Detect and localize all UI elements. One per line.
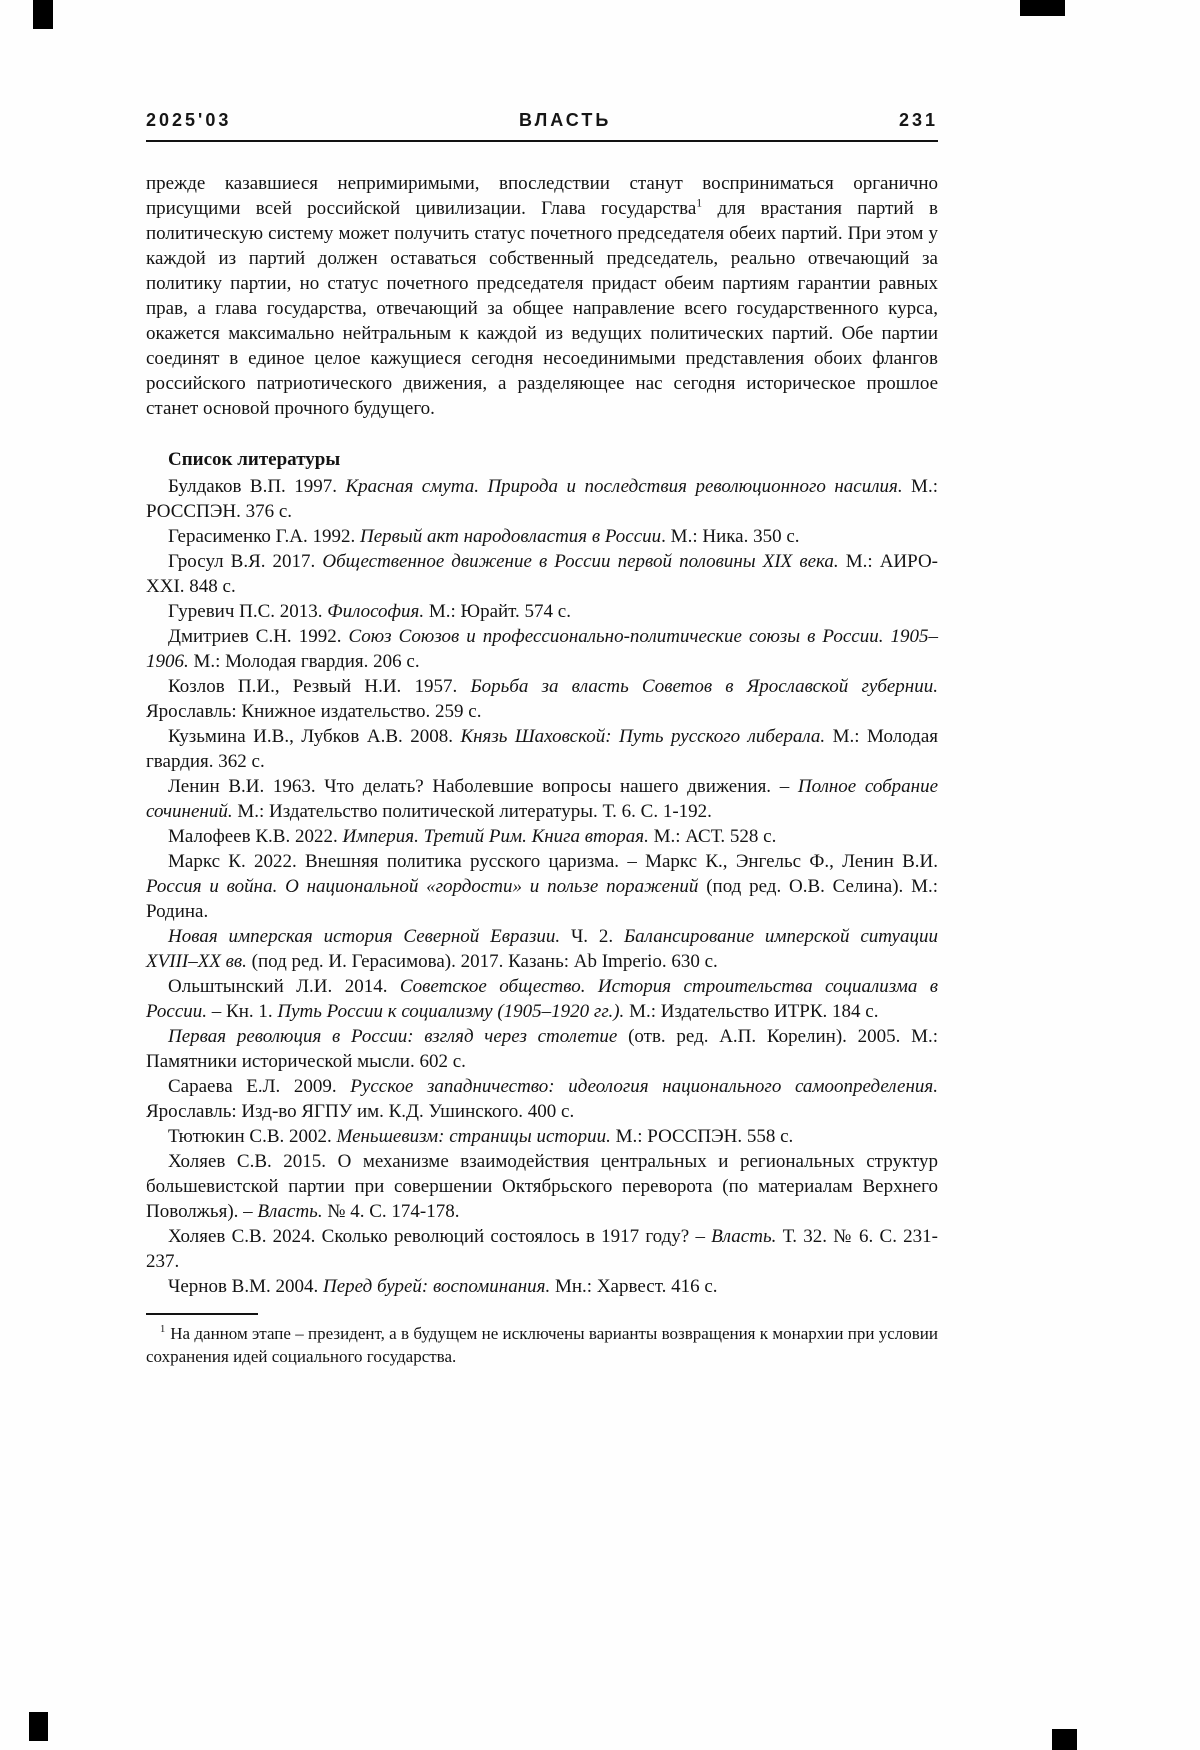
- reference-entry: Новая имперская история Северной Евразии. Ч. 2. Балансирование имперской ситуации XVIII–XX вв. (под ред. И. Герасимова). 2017. Казань: Ab Imperio. 630 с.: [146, 926, 938, 972]
- reference-entry: Дмитриев С.Н. 1992. Союз Союзов и профессионально-политические союзы в России. 1905–1906. М.: Молодая гвардия. 206 с.: [146, 626, 938, 672]
- header-rule: [146, 140, 938, 142]
- page-number: 231: [898, 110, 938, 130]
- reference-entry: Герасименко Г.А. 1992. Первый акт народовластия в России. М.: Ника. 350 с.: [168, 526, 800, 547]
- print-mark-bottom-right: [1052, 1729, 1077, 1750]
- body-paragraph: прежде казавшиеся непримиримыми, впоследствии станут восприниматься органично присущими всей российской цивилизации. Глава государства$^1$ для врастания партий в политическую систему может получить статус почетного председателя обеих партий. При этом у каждой из партий должен оставаться собственный председатель, реально отвечающий за политику партии, но статус почетного председателя придаст обеим партиям гарантии равных прав, а глава государства, отвечающий за общее направление всего государственного курса, окажется максимально нейтральным к каждой из ведущих политических партий. Обе партии соединят в единое целое кажущиеся сегодня несоединимыми представления обоих флангов российского патриотического движения, а разделяющее нас сегодня историческое прошлое станет основой прочного будущего.: [146, 173, 939, 419]
- reference-entry: Тютюкин С.В. 2002. Меньшевизм: страницы истории. М.: РОССПЭН. 558 с.: [168, 1126, 794, 1147]
- reference-entry: Маркс К. 2022. Внешняя политика русского царизма. – Маркс К., Энгельс Ф., Ленин В.И. Россия и война. О национальной «гордости» и пользе поражений (под ред. О.В. Селина). М.: Родина.: [146, 851, 939, 922]
- running-head: [146, 110, 938, 131]
- references-list: [146, 474, 938, 1299]
- print-mark-top-left: [33, 0, 53, 29]
- reference-entry: Ольштынский Л.И. 2014. Советское общество. История строительства социализма в России. – Кн. 1. Путь России к социализму (1905–1920 гг.). М.: Издательство ИТРК. 184 с.: [146, 976, 938, 1022]
- reference-entry: Малофеев К.В. 2022. Империя. Третий Рим. Книга вторая. М.: АСТ. 528 с.: [168, 826, 777, 847]
- references-heading: Список литературы: [168, 449, 341, 470]
- reference-entry: Козлов П.И., Резвый Н.И. 1957. Борьба за власть Советов в Ярославской губернии. Ярославль: Книжное издательство. 259 с.: [146, 676, 938, 722]
- reference-entry: Кузьмина И.В., Лубков А.В. 2008. Князь Шаховской: Путь русского либерала. М.: Молодая гвардия. 362 с.: [146, 726, 939, 772]
- reference-entry: Холяев С.В. 2015. О механизме взаимодействия центральных и региональных структур большевистской партии при совершении Октябрьского переворота (по материалам Верхнего Поволжья). – Власть. № 4. С. 174-178.: [146, 1151, 938, 1222]
- reference-entry: Гуревич П.С. 2013. Философия. М.: Юрайт. 574 с.: [168, 601, 571, 622]
- issue-label: 2025'03: [146, 110, 232, 130]
- reference-entry: Чернов В.М. 2004. Перед бурей: воспоминания. Мн.: Харвест. 416 с.: [168, 1276, 718, 1297]
- footnote-separator: [146, 1313, 258, 1315]
- footnote-text: На данном этапе – президент, а в будущем не исключены варианты возвращения к монархии при условии сохранения идей социального государства.: [146, 1324, 938, 1366]
- reference-entry: Первая революция в России: взгляд через столетие (отв. ред. А.П. Корелин). 2005. М.: Памятники исторической мысли. 602 с.: [146, 1026, 939, 1072]
- reference-entry: Холяев С.В. 2024. Сколько революций состоялось в 1917 году? – Власть. Т. 32. № 6. С. 231-237.: [146, 1226, 938, 1272]
- reference-entry: Булдаков В.П. 1997. Красная смута. Природа и последствия революционного насилия. М.: РОССПЭН. 376 с.: [146, 476, 938, 522]
- print-mark-top-right: [1020, 0, 1065, 16]
- footnote: [146, 1322, 938, 1368]
- print-mark-bottom-left: [29, 1712, 48, 1741]
- reference-entry: Ленин В.И. 1963. Что делать? Наболевшие вопросы нашего движения. – Полное собрание сочинений. М.: Издательство политической литературы. Т. 6. С. 1-192.: [146, 776, 938, 822]
- page-content: [146, 110, 938, 1368]
- footnote-marker: 1: [160, 1324, 166, 1336]
- journal-title: ВЛАСТЬ: [519, 110, 612, 130]
- reference-entry: Сараева Е.Л. 2009. Русское западничество: идеология национального самоопределения. Ярославль: Изд-во ЯГПУ им. К.Д. Ушинского. 400 с.: [146, 1076, 938, 1122]
- reference-entry: Гросул В.Я. 2017. Общественное движение в России первой половины XIX века. М.: АИРО-XXI. 848 с.: [146, 551, 938, 597]
